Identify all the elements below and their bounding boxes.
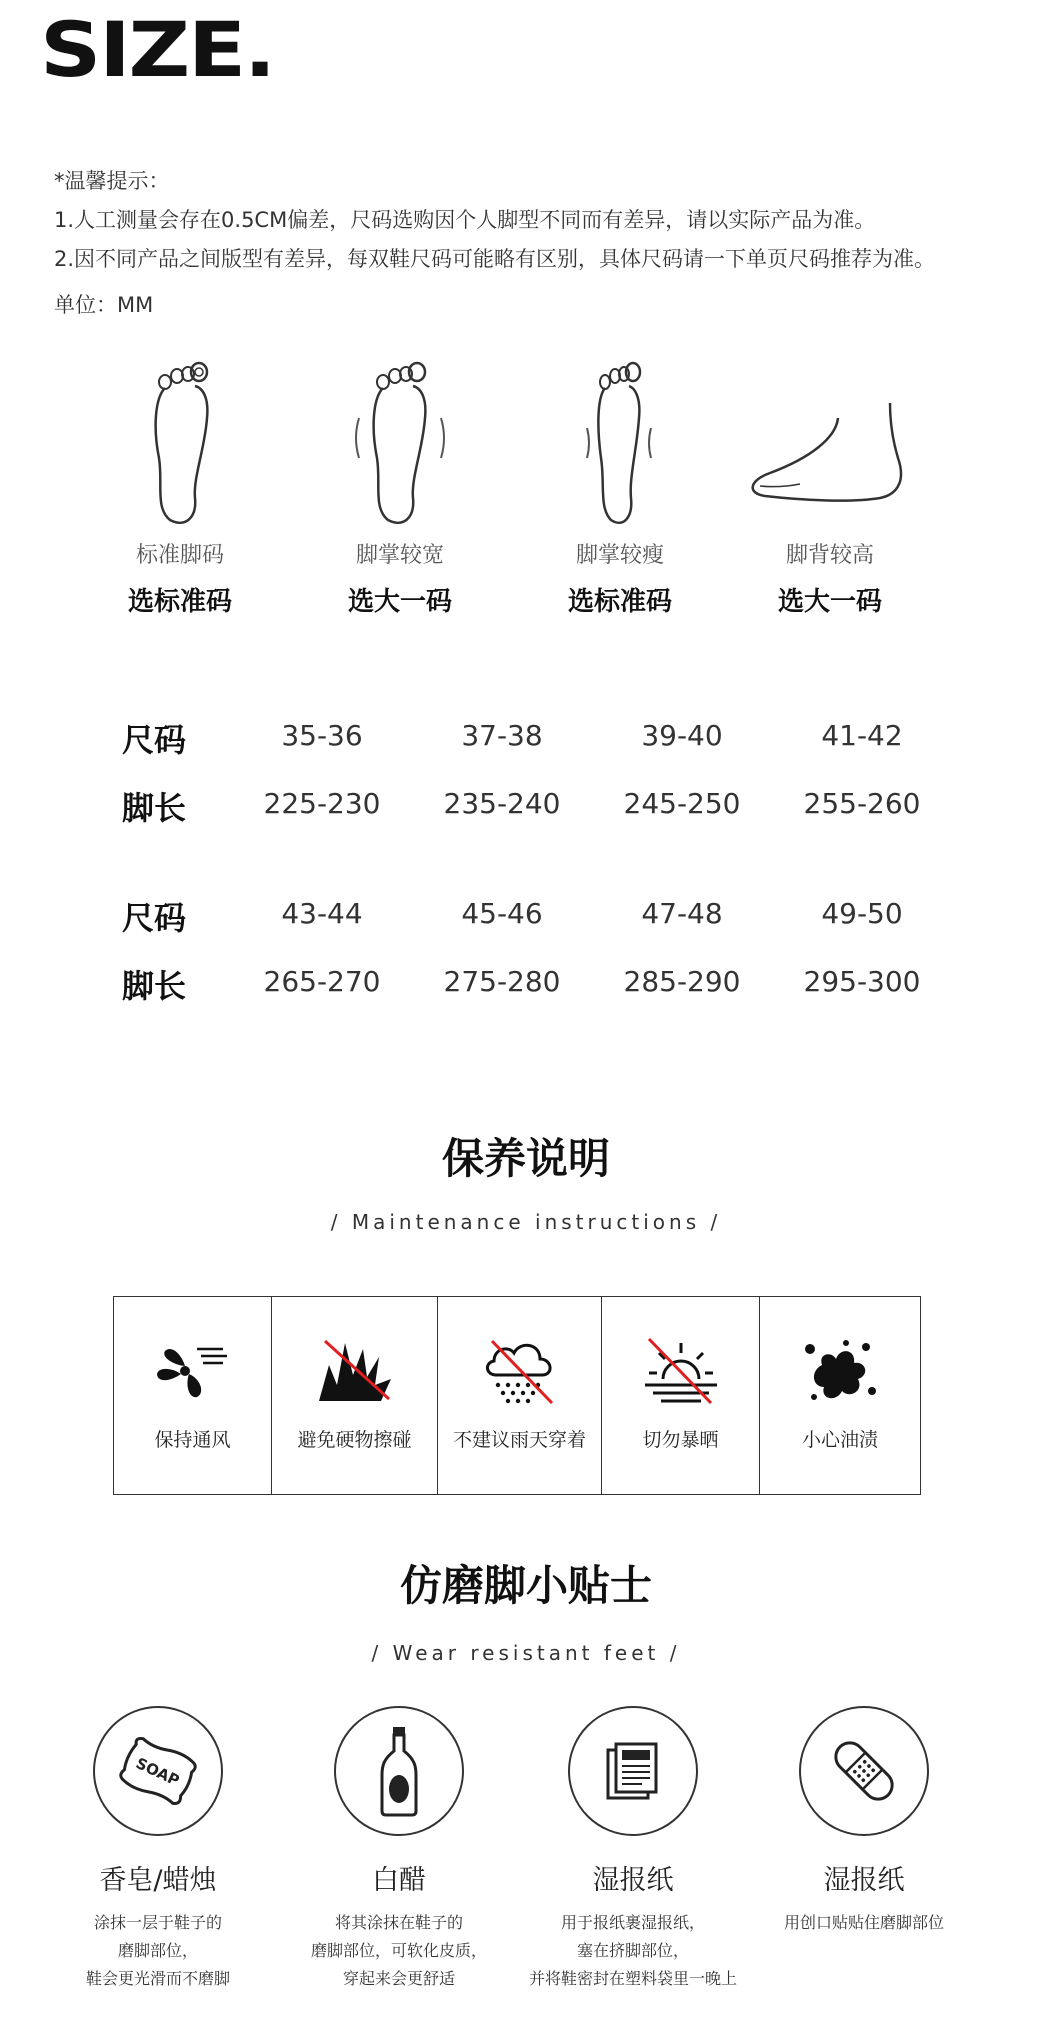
foot-type-standard — [80, 358, 280, 618]
care-item-no-hard-objects — [272, 1297, 438, 1494]
tip-description — [43, 1909, 273, 1993]
soap-icon — [113, 1736, 203, 1806]
wide-foot-icon — [345, 358, 455, 528]
length-cell: 235-240 — [443, 787, 561, 820]
tip-desc-line: 并将鞋密封在塑料袋里一晚上 — [528, 1969, 737, 1988]
tip-icon-circle — [334, 1706, 464, 1836]
foot-type-high-instep — [730, 358, 930, 618]
tip-name: 湿报纸 — [823, 1865, 905, 1896]
tip-icon-circle — [93, 1706, 223, 1836]
foot-type-recommendation: 选大一码 — [777, 587, 882, 617]
length-cell: 265-270 — [263, 965, 381, 998]
size-cell: 35-36 — [281, 719, 363, 752]
vinegar-bottle-icon — [374, 1725, 424, 1817]
foot-type-label: 脚掌较瘦 — [575, 543, 664, 568]
tip-icon-circle — [799, 1706, 929, 1836]
tip-desc-line: 磨脚部位， — [117, 1941, 198, 1960]
foot-type-label: 脚背较高 — [785, 543, 874, 568]
unit-label: 单位：MM — [54, 293, 154, 317]
size-row — [100, 893, 940, 937]
maintenance-subtitle: / Maintenance instructions / — [330, 1210, 722, 1234]
care-item-oil-stain — [760, 1297, 920, 1494]
foot-type-narrow — [520, 358, 720, 618]
length-row — [100, 961, 940, 1005]
tip-description — [518, 1909, 748, 1993]
page-title: SIZE. — [40, 5, 274, 94]
tip-desc-line: 鞋会更光滑而不磨脚 — [85, 1969, 230, 1988]
no-sun-icon — [641, 1335, 721, 1407]
care-item-no-sun — [602, 1297, 760, 1494]
length-cell: 295-300 — [803, 965, 921, 998]
foot-type-label: 脚掌较宽 — [355, 543, 444, 568]
size-header: 尺码 — [122, 721, 187, 759]
care-item-label: 不建议雨天穿着 — [452, 1429, 586, 1451]
length-cell: 255-260 — [803, 787, 921, 820]
length-header: 脚长 — [122, 967, 187, 1005]
length-cell: 275-280 — [443, 965, 561, 998]
care-item-label: 小心油渍 — [801, 1429, 878, 1451]
tip-name: 白醋 — [372, 1865, 426, 1896]
size-cell: 43-44 — [281, 897, 363, 930]
size-cell: 49-50 — [821, 897, 903, 930]
tip-name: 香皂/蜡烛 — [99, 1865, 217, 1896]
bandage-icon — [824, 1731, 904, 1811]
foot-type-recommendation: 选标准码 — [127, 587, 232, 617]
svg-text:SOAP: SOAP — [133, 1754, 183, 1790]
length-cell: 225-230 — [263, 787, 381, 820]
length-header: 脚长 — [122, 789, 187, 827]
tip-name: 湿报纸 — [592, 1865, 674, 1896]
tip-desc-line: 穿起来会更舒适 — [342, 1969, 455, 1988]
notes-line-1: 1.人工测量会存在0.5CM偏差，尺码选购因个人脚型不同而有差异，请以实际产品为准。 — [54, 208, 876, 232]
tip-item-soap — [43, 1706, 273, 1993]
size-cell: 37-38 — [461, 719, 543, 752]
care-item-no-rain — [438, 1297, 602, 1494]
size-cell: 45-46 — [461, 897, 543, 930]
foot-type-label: 标准脚码 — [135, 543, 224, 568]
no-hard-objects-icon — [315, 1335, 395, 1407]
tip-item-bandage — [749, 1706, 979, 1937]
fan-icon — [153, 1335, 233, 1405]
length-cell: 245-250 — [623, 787, 741, 820]
notes-line-2: 2.因不同产品之间版型有差异，每双鞋尺码可能略有区别，具体尺码请一下单页尺码推荐为准。 — [54, 247, 936, 271]
care-item-label: 避免硬物擦碰 — [297, 1429, 412, 1451]
tip-description — [749, 1909, 979, 1937]
high-instep-foot-icon — [740, 358, 920, 528]
tip-desc-line: 用于报纸裹湿报纸， — [560, 1913, 705, 1932]
foot-type-recommendation: 选大一码 — [347, 587, 452, 617]
size-header: 尺码 — [122, 899, 187, 937]
tip-desc-line: 磨脚部位，可软化皮质， — [310, 1941, 487, 1960]
tip-desc-line: 涂抹一层于鞋子的 — [93, 1913, 222, 1932]
tip-description — [284, 1909, 514, 1993]
tips-subtitle: / Wear resistant feet / — [371, 1641, 681, 1665]
maintenance-title: 保养说明 — [441, 1134, 610, 1183]
tip-item-wet-newspaper — [518, 1706, 748, 1993]
size-cell: 47-48 — [641, 897, 723, 930]
notes-block — [54, 162, 935, 325]
notes-heading: *温馨提示： — [54, 169, 170, 193]
care-item-ventilation — [114, 1297, 272, 1494]
no-rain-icon — [480, 1335, 560, 1407]
tip-icon-circle — [568, 1706, 698, 1836]
tips-title: 仿磨脚小贴士 — [399, 1561, 652, 1610]
maintenance-grid — [113, 1296, 921, 1495]
foot-type-wide — [300, 358, 500, 618]
size-cell: 39-40 — [641, 719, 723, 752]
length-cell: 285-290 — [623, 965, 741, 998]
size-row — [100, 715, 940, 759]
tip-desc-line: 将其涂抹在鞋子的 — [334, 1913, 463, 1932]
care-item-label: 切勿暴晒 — [642, 1429, 719, 1451]
narrow-foot-icon — [565, 358, 675, 528]
tip-desc-line: 用创口贴贴住磨脚部位 — [783, 1913, 944, 1932]
care-item-label: 保持通风 — [154, 1429, 231, 1451]
tip-item-vinegar — [284, 1706, 514, 1993]
foot-type-recommendation: 选标准码 — [567, 587, 672, 617]
tip-desc-line: 塞在挤脚部位， — [576, 1941, 689, 1960]
foot-type-guide — [80, 358, 920, 638]
length-row — [100, 783, 940, 827]
standard-foot-icon — [135, 358, 225, 528]
size-cell: 41-42 — [821, 719, 903, 752]
oil-stain-icon — [800, 1335, 880, 1407]
newspaper-icon — [598, 1736, 668, 1806]
